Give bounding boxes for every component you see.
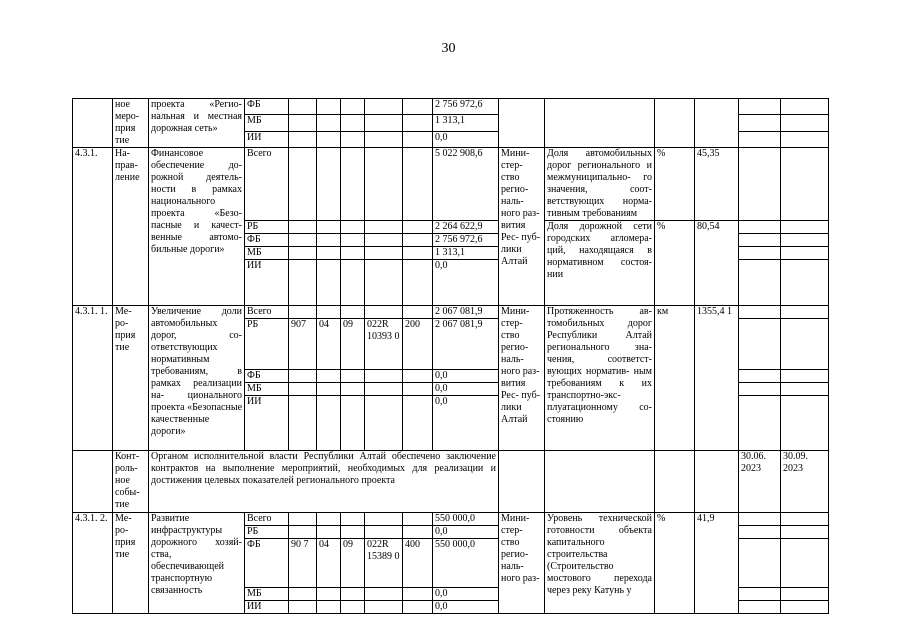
start-date-cell bbox=[739, 115, 781, 131]
end-date-cell bbox=[781, 370, 829, 383]
target-article-cell bbox=[365, 370, 403, 383]
subsection-code-cell bbox=[341, 221, 365, 234]
end-date-cell bbox=[781, 319, 829, 370]
funding-source-cell: МБ bbox=[245, 115, 289, 131]
start-date-cell bbox=[739, 99, 781, 115]
subsection-code-cell bbox=[341, 99, 365, 115]
expense-type-cell bbox=[403, 247, 433, 260]
expense-type-cell: 400 bbox=[403, 539, 433, 588]
budget-row bbox=[73, 513, 877, 526]
funding-source-cell: ИИ bbox=[245, 601, 289, 614]
indicator-value-cell bbox=[695, 451, 739, 513]
grbs-code-cell bbox=[289, 601, 317, 614]
executor-cell bbox=[499, 99, 545, 148]
amount-cell: 0,0 bbox=[433, 383, 499, 396]
section-code-cell bbox=[317, 260, 341, 306]
expense-type-cell bbox=[403, 115, 433, 131]
amount-cell: 2 264 622,9 bbox=[433, 221, 499, 234]
funding-source-cell: РБ bbox=[245, 319, 289, 370]
expense-type-cell bbox=[403, 526, 433, 539]
start-date-cell bbox=[739, 396, 781, 451]
section-code-cell bbox=[317, 234, 341, 247]
expense-type-cell bbox=[403, 306, 433, 319]
amount-cell: 0,0 bbox=[433, 526, 499, 539]
funding-source-cell: ФБ bbox=[245, 539, 289, 588]
start-date-cell bbox=[739, 247, 781, 260]
funding-source-cell: Всего bbox=[245, 306, 289, 319]
section-code-cell bbox=[317, 99, 341, 115]
grbs-code-cell: 90 7 bbox=[289, 539, 317, 588]
target-article-cell: 022R 10393 0 bbox=[365, 319, 403, 370]
section-code-cell bbox=[317, 588, 341, 601]
expense-type-cell bbox=[403, 588, 433, 601]
funding-source-cell: Всего bbox=[245, 148, 289, 221]
start-date-cell bbox=[739, 306, 781, 319]
grbs-code-cell bbox=[289, 131, 317, 147]
start-date-cell bbox=[739, 148, 781, 221]
indicator-value-cell: 45,35 bbox=[695, 148, 739, 221]
end-date-cell bbox=[781, 99, 829, 115]
start-date-cell bbox=[739, 588, 781, 601]
indicator-name-cell: Доля дорожной сети городских агломера- ций, находящаяся в нормативном состоя- нии bbox=[545, 221, 655, 306]
row-type-cell: Ме- ро- прия тие bbox=[113, 513, 149, 614]
grbs-code-cell bbox=[289, 99, 317, 115]
end-date-cell bbox=[781, 539, 829, 588]
budget-row bbox=[73, 148, 877, 221]
indicator-name-cell: Протяженность ав- томобильных дорог Республики Алтай регионального зна- чения, соответст- вующих норматив- ным требованиям к их транспортно-экс- плуатационному со- стоянию bbox=[545, 306, 655, 451]
funding-source-cell: ФБ bbox=[245, 234, 289, 247]
subsection-code-cell bbox=[341, 234, 365, 247]
subsection-code-cell bbox=[341, 513, 365, 526]
grbs-code-cell bbox=[289, 221, 317, 234]
funding-source-cell: ФБ bbox=[245, 370, 289, 383]
control-event-text: Органом исполнительной власти Республики Алтай обеспечено заключение контрактов на выполнение мероприятий, необходимых для реализации и достижения целевых показателей регионального проекта bbox=[149, 451, 499, 513]
target-article-cell bbox=[365, 99, 403, 115]
target-article-cell bbox=[365, 234, 403, 247]
target-article-cell bbox=[365, 513, 403, 526]
start-date-cell bbox=[739, 601, 781, 614]
indicator-name-cell: Уровень технической готовности объекта капитального строительства (Строительство мостового перехода через реку Катунь у bbox=[545, 513, 655, 614]
amount-cell: 1 313,1 bbox=[433, 247, 499, 260]
amount-cell: 2 067 081,9 bbox=[433, 306, 499, 319]
subsection-code-cell bbox=[341, 131, 365, 147]
subsection-code-cell bbox=[341, 526, 365, 539]
grbs-code-cell bbox=[289, 115, 317, 131]
grbs-code-cell bbox=[289, 306, 317, 319]
amount-cell: 0,0 bbox=[433, 601, 499, 614]
subsection-code-cell bbox=[341, 260, 365, 306]
expense-type-cell bbox=[403, 396, 433, 451]
amount-cell: 5 022 908,6 bbox=[433, 148, 499, 221]
activity-name-cell: проекта «Регио- нальная и местная дорожная сеть» bbox=[149, 99, 245, 148]
subsection-code-cell bbox=[341, 148, 365, 221]
amount-cell: 2 067 081,9 bbox=[433, 319, 499, 370]
indicator-unit-cell: % bbox=[655, 148, 695, 221]
control-event-row bbox=[73, 451, 877, 513]
section-code-cell bbox=[317, 115, 341, 131]
end-date-cell: 30.09. 2023 bbox=[781, 451, 829, 513]
start-date-cell bbox=[739, 539, 781, 588]
start-date-cell bbox=[739, 370, 781, 383]
grbs-code-cell: 907 bbox=[289, 319, 317, 370]
section-code-cell bbox=[317, 306, 341, 319]
amount-cell: 550 000,0 bbox=[433, 539, 499, 588]
row-number-cell: 4.3.1. 2. bbox=[73, 513, 113, 614]
indicator-unit-cell bbox=[655, 99, 695, 148]
expense-type-cell bbox=[403, 260, 433, 306]
grbs-code-cell bbox=[289, 247, 317, 260]
subsection-code-cell bbox=[341, 115, 365, 131]
subsection-code-cell bbox=[341, 588, 365, 601]
section-code-cell: 04 bbox=[317, 319, 341, 370]
target-article-cell bbox=[365, 526, 403, 539]
grbs-code-cell bbox=[289, 513, 317, 526]
amount-cell: 0,0 bbox=[433, 370, 499, 383]
row-type-cell: На- прав- ление bbox=[113, 148, 149, 306]
row-number-cell: 4.3.1. bbox=[73, 148, 113, 306]
row-type-cell: ное меро- прия тие bbox=[113, 99, 149, 148]
target-article-cell bbox=[365, 601, 403, 614]
expense-type-cell bbox=[403, 99, 433, 115]
executor-cell bbox=[499, 451, 545, 513]
amount-cell: 0,0 bbox=[433, 260, 499, 306]
target-article-cell bbox=[365, 148, 403, 221]
executor-cell: Мини- стер- ство регио- наль- ного раз- вития Рес- пуб- лики Алтай bbox=[499, 306, 545, 451]
section-code-cell bbox=[317, 526, 341, 539]
grbs-code-cell bbox=[289, 234, 317, 247]
end-date-cell bbox=[781, 306, 829, 319]
section-code-cell bbox=[317, 383, 341, 396]
row-type-cell: Ме- ро- прия тие bbox=[113, 306, 149, 451]
indicator-unit-cell: % bbox=[655, 221, 695, 306]
row-number-cell: 4.3.1. 1. bbox=[73, 306, 113, 451]
expense-type-cell bbox=[403, 148, 433, 221]
amount-cell: 550 000,0 bbox=[433, 513, 499, 526]
subsection-code-cell bbox=[341, 383, 365, 396]
grbs-code-cell bbox=[289, 370, 317, 383]
indicator-value-cell: 1355,4 1 bbox=[695, 306, 739, 451]
section-code-cell: 04 bbox=[317, 539, 341, 588]
section-code-cell bbox=[317, 601, 341, 614]
end-date-cell bbox=[781, 221, 829, 234]
row-number-cell bbox=[73, 451, 113, 513]
indicator-unit-cell bbox=[655, 451, 695, 513]
start-date-cell bbox=[739, 526, 781, 539]
indicator-value-cell bbox=[695, 99, 739, 148]
amount-cell: 0,0 bbox=[433, 131, 499, 147]
grbs-code-cell bbox=[289, 148, 317, 221]
section-code-cell bbox=[317, 370, 341, 383]
row-type-cell: Конт- роль- ное собы- тие bbox=[113, 451, 149, 513]
executor-cell: Мини- стер- ство регио- наль- ного раз- вития Рес- пуб- лики Алтай bbox=[499, 148, 545, 306]
target-article-cell bbox=[365, 306, 403, 319]
expense-type-cell bbox=[403, 221, 433, 234]
start-date-cell bbox=[739, 234, 781, 247]
program-table bbox=[72, 98, 877, 614]
activity-name-cell: Финансовое обеспечение до- рожной деятель- ности в рамках национального проекта «Безо- пасные и качест- венные автомо- бильные дороги» bbox=[149, 148, 245, 306]
funding-source-cell: МБ bbox=[245, 247, 289, 260]
funding-source-cell: ИИ bbox=[245, 260, 289, 306]
section-code-cell bbox=[317, 221, 341, 234]
subsection-code-cell bbox=[341, 396, 365, 451]
grbs-code-cell bbox=[289, 260, 317, 306]
funding-source-cell: ИИ bbox=[245, 396, 289, 451]
end-date-cell bbox=[781, 526, 829, 539]
budget-row bbox=[73, 99, 877, 115]
expense-type-cell bbox=[403, 513, 433, 526]
page-number: 30 bbox=[441, 41, 456, 56]
end-date-cell bbox=[781, 588, 829, 601]
amount-cell: 0,0 bbox=[433, 588, 499, 601]
end-date-cell bbox=[781, 148, 829, 221]
start-date-cell bbox=[739, 131, 781, 147]
end-date-cell bbox=[781, 396, 829, 451]
expense-type-cell bbox=[403, 383, 433, 396]
indicator-name-cell: Доля автомобильных дорог регионального и межмуниципально- го значения, соот- ветствующих норма- тивным требованиям bbox=[545, 148, 655, 221]
start-date-cell bbox=[739, 221, 781, 234]
funding-source-cell: МБ bbox=[245, 588, 289, 601]
subsection-code-cell bbox=[341, 370, 365, 383]
funding-source-cell: ФБ bbox=[245, 99, 289, 115]
activity-name-cell: Развитие инфраструктуры дорожного хозяй- ства, обеспечивающей транспортную связанность bbox=[149, 513, 245, 614]
end-date-cell bbox=[781, 601, 829, 614]
subsection-code-cell bbox=[341, 601, 365, 614]
start-date-cell: 30.06. 2023 bbox=[739, 451, 781, 513]
funding-source-cell: МБ bbox=[245, 383, 289, 396]
end-date-cell bbox=[781, 383, 829, 396]
indicator-unit-cell: % bbox=[655, 513, 695, 614]
indicator-value-cell: 80,54 bbox=[695, 221, 739, 306]
expense-type-cell bbox=[403, 234, 433, 247]
row-number-cell bbox=[73, 99, 113, 148]
indicator-value-cell: 41,9 bbox=[695, 513, 739, 614]
section-code-cell bbox=[317, 131, 341, 147]
indicator-name-cell bbox=[545, 99, 655, 148]
funding-source-cell: ИИ bbox=[245, 131, 289, 147]
section-code-cell bbox=[317, 148, 341, 221]
target-article-cell bbox=[365, 115, 403, 131]
target-article-cell bbox=[365, 383, 403, 396]
target-article-cell bbox=[365, 588, 403, 601]
funding-source-cell: РБ bbox=[245, 526, 289, 539]
amount-cell: 1 313,1 bbox=[433, 115, 499, 131]
end-date-cell bbox=[781, 131, 829, 147]
funding-source-cell: Всего bbox=[245, 513, 289, 526]
start-date-cell bbox=[739, 319, 781, 370]
section-code-cell bbox=[317, 513, 341, 526]
expense-type-cell bbox=[403, 131, 433, 147]
target-article-cell: 022R 15389 0 bbox=[365, 539, 403, 588]
grbs-code-cell bbox=[289, 396, 317, 451]
expense-type-cell: 200 bbox=[403, 319, 433, 370]
target-article-cell bbox=[365, 247, 403, 260]
funding-source-cell: РБ bbox=[245, 221, 289, 234]
target-article-cell bbox=[365, 396, 403, 451]
grbs-code-cell bbox=[289, 526, 317, 539]
amount-cell: 2 756 972,6 bbox=[433, 234, 499, 247]
indicator-unit-cell: км bbox=[655, 306, 695, 451]
target-article-cell bbox=[365, 131, 403, 147]
budget-row bbox=[73, 306, 877, 319]
start-date-cell bbox=[739, 383, 781, 396]
subsection-code-cell bbox=[341, 247, 365, 260]
target-article-cell bbox=[365, 221, 403, 234]
target-article-cell bbox=[365, 260, 403, 306]
end-date-cell bbox=[781, 513, 829, 526]
section-code-cell bbox=[317, 396, 341, 451]
executor-cell: Мини- стер- ство регио- наль- ного раз- bbox=[499, 513, 545, 614]
subsection-code-cell: 09 bbox=[341, 539, 365, 588]
grbs-code-cell bbox=[289, 588, 317, 601]
subsection-code-cell: 09 bbox=[341, 319, 365, 370]
end-date-cell bbox=[781, 234, 829, 247]
indicator-name-cell bbox=[545, 451, 655, 513]
activity-name-cell: Увеличение доли автомобильных дорог, со- ответствующих нормативным требованиям, в рамках реализации на- ционального проекта «Безопасные качественные дороги» bbox=[149, 306, 245, 451]
expense-type-cell bbox=[403, 370, 433, 383]
subsection-code-cell bbox=[341, 306, 365, 319]
end-date-cell bbox=[781, 115, 829, 131]
section-code-cell bbox=[317, 247, 341, 260]
amount-cell: 0,0 bbox=[433, 396, 499, 451]
start-date-cell bbox=[739, 513, 781, 526]
start-date-cell bbox=[739, 260, 781, 306]
end-date-cell bbox=[781, 260, 829, 306]
grbs-code-cell bbox=[289, 383, 317, 396]
end-date-cell bbox=[781, 247, 829, 260]
amount-cell: 2 756 972,6 bbox=[433, 99, 499, 115]
expense-type-cell bbox=[403, 601, 433, 614]
